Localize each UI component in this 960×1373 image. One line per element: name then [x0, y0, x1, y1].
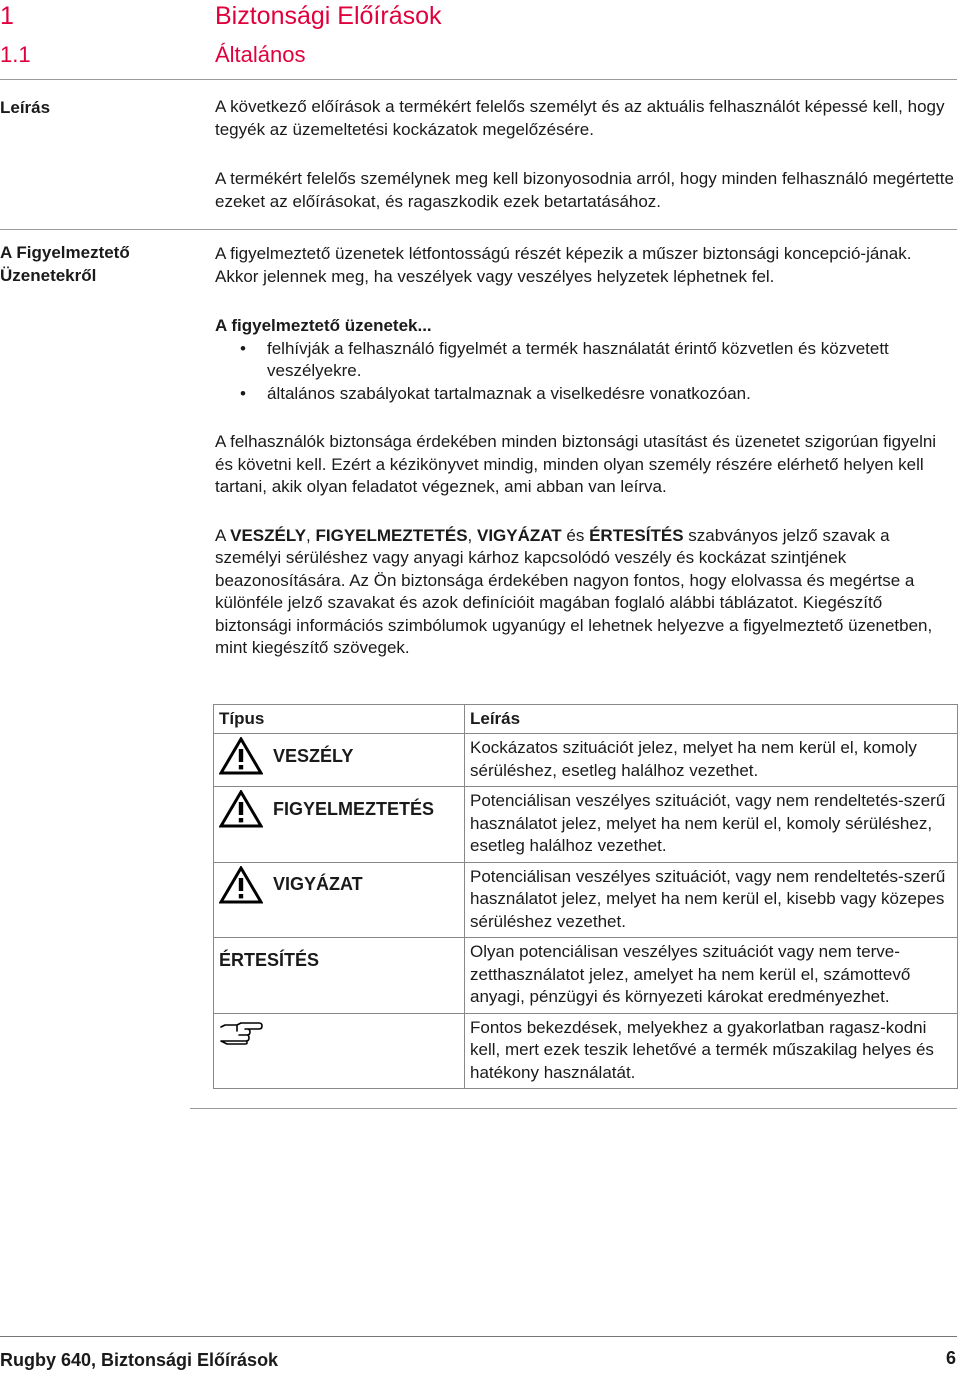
description-cell: Kockázatos szituációt jelez, melyet ha nem kerül el, komoly sérüléshez, esetleg halálhoz vezethet. [465, 734, 958, 787]
type-cell [214, 787, 465, 863]
description-cell: Potenciálisan veszélyes szituációt, vagy nem rendeltetés-szerű használatot jelez, melyet ha nem kerül el, komoly sérüléshez, esetleg halálhoz vezethet. [465, 787, 958, 863]
signal-words-text: szabványos jelző szavak a személyi sérüléshez vagy anyagi kárhoz kapcsolódó veszély és kockázat szintjének beazonosítására. Az Ön biztonsága érdekében nagyon fontos, hogy elolvassa és megértse a különféle jelző szavakat és azok definícióit magában foglaló alábbi táblázatot. Kiegészítő biztonsági információs szimbólumok ugyanúgy el lehetnek helyezve a figyelmeztető üzenetben, mint kiegészítő szövegek. [215, 525, 933, 657]
section-rule [0, 79, 957, 80]
signal-word: FIGYELMEZTETÉS [273, 798, 435, 819]
figyelmezteto-label-line2: Üzenetekről [0, 266, 97, 285]
type-cell [214, 1013, 465, 1089]
description-cell: Fontos bekezdések, melyekhez a gyakorlatban ragasz-kodni kell, mert ezek teszik lehetővé a termék műszakilag helyes és hatékony használatát. [465, 1013, 958, 1089]
description-cell: Potenciálisan veszélyes szituációt, vagy nem rendeltetés-szerű használatot jelez, melyet ha nem kerül el, kisebb vagy közepes sérüléshez vezethet. [465, 862, 958, 938]
table-header-row [214, 705, 958, 734]
figyelmezteto-text [215, 243, 957, 660]
page-number: 6 [945, 1348, 956, 1368]
signal-word-table [213, 704, 958, 1089]
signal-words-text: és [561, 525, 590, 545]
figyelmezteto-intro: A figyelmeztető üzenetek létfontosságú részét képezik a műszer biztonsági koncepció-jának. Akkor jelennek meg, ha veszélyek vagy veszélyes helyzetek léphetnek fel. [215, 244, 912, 286]
table-bottom-rule [190, 1108, 957, 1109]
signal-word: VESZÉLY [273, 745, 354, 766]
pointing-hand-icon [219, 1021, 263, 1045]
signal-words-text: , [467, 525, 477, 545]
type-cell [214, 862, 465, 938]
warning-triangle-icon [219, 737, 263, 775]
leiras-text [215, 96, 957, 213]
warning-triangle-icon [219, 866, 263, 904]
users-safety-paragraph: A felhasználók biztonsága érdekében minden biztonsági utasítást és üzenetet szigorúan figyelni és követni kell. Ezért a kézikönyvet mindig, minden olyan személy részére elérhető helyen kell tartani, akik olyan feladatot végeznek, ami abban van leírva. [215, 432, 937, 496]
signal-word-warning: FIGYELMEZTETÉS [315, 525, 468, 545]
chapter-number: 1 [0, 2, 14, 30]
figyelmezteto-label-line1: A Figyelmeztető [0, 243, 130, 262]
table-row [214, 1013, 958, 1089]
warning-triangle-icon [219, 790, 263, 828]
section-number: 1.1 [0, 42, 31, 67]
block-rule [0, 229, 957, 230]
table-row [214, 734, 958, 787]
chapter-title: Biztonsági Előírások [215, 2, 442, 30]
type-cell [214, 938, 465, 1014]
type-cell [214, 734, 465, 787]
description-cell: Olyan potenciálisan veszélyes szituációt vagy nem terve-zetthasználatot jelez, amelyet ha nem kerül el, számottevő anyagi, pénzügyi és környezeti károkat eredményezhet. [465, 938, 958, 1014]
table-row [214, 787, 958, 863]
signal-word: ÉRTESÍTÉS [219, 950, 320, 970]
signal-word-caution: VIGYÁZAT [477, 525, 562, 545]
footer-rule [0, 1336, 957, 1337]
table-row [214, 938, 958, 1014]
section-title: Általános [215, 42, 306, 67]
list-item: • felhívják a felhasználó figyelmét a termék használatát érintő közvetlen és közvetett veszélyekre. [215, 338, 957, 383]
leiras-label: Leírás [0, 98, 51, 117]
table-header-description: Leírás [465, 705, 958, 734]
figyelmezteto-bullet-list [215, 338, 957, 406]
figyelmezteto-label [0, 241, 190, 287]
figyelmezteto-list-title: A figyelmeztető üzenetek... [215, 316, 432, 335]
signal-word-danger: VESZÉLY [230, 525, 307, 545]
signal-words-text: , [306, 525, 316, 545]
signal-words-text: A [215, 525, 231, 545]
table-row [214, 862, 958, 938]
signal-word: VIGYÁZAT [273, 874, 363, 895]
list-item: • általános szabályokat tartalmaznak a viselkedésre vonatkozóan. [215, 383, 957, 406]
leiras-paragraph-2: A termékért felelős személynek meg kell bizonyosodnia arról, hogy minden felhasználó megértette ezeket az előírásokat, és ragaszkodik ezek betartatásához. [215, 169, 954, 211]
signal-word-notice: ÉRTESÍTÉS [589, 525, 684, 545]
leiras-paragraph-1: A következő előírások a termékért felelős személyt és az aktuális felhasználót képessé kell, hogy tegyék az üzemeltetési kockázatok megelőzésére. [215, 97, 945, 139]
table-header-type: Típus [214, 705, 465, 734]
signal-words-paragraph [215, 525, 957, 660]
footer-title: Rugby 640, Biztonsági Előírások [0, 1350, 279, 1370]
